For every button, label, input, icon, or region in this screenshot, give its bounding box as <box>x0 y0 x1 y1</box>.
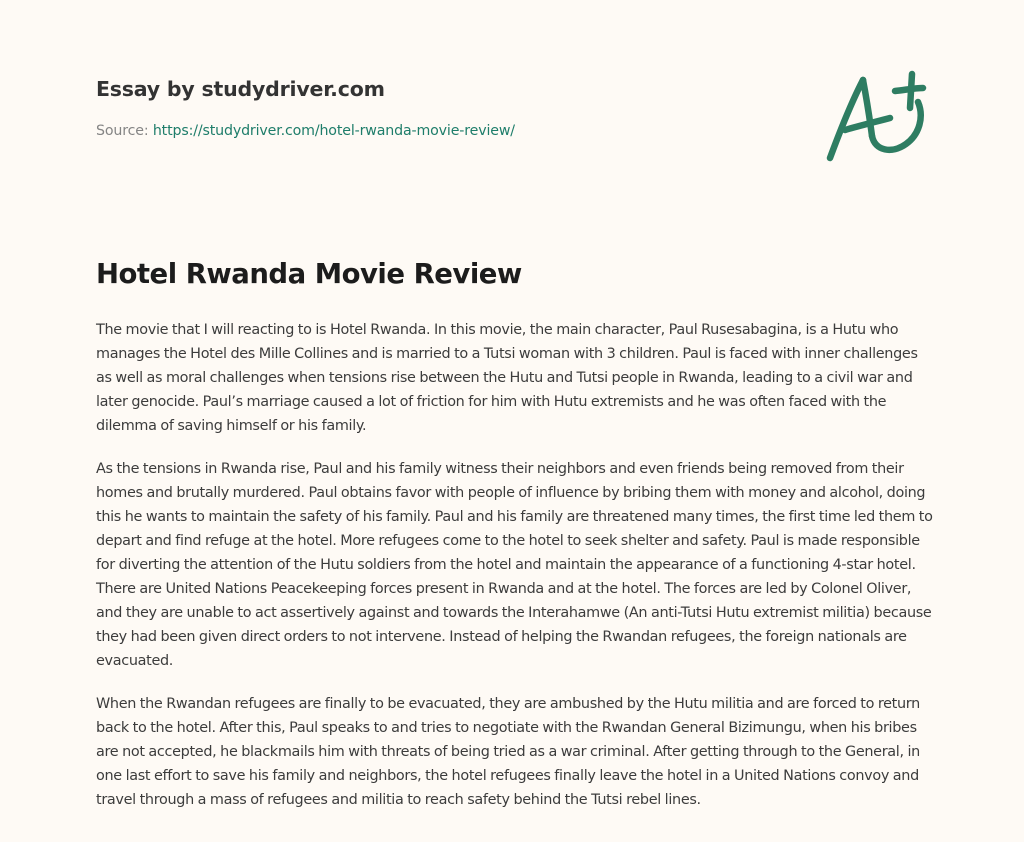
article <box>96 254 936 831</box>
a-plus-logo-svg <box>820 66 930 166</box>
source-link[interactable]: https://studydriver.com/hotel-rwanda-movie-review/ <box>152 123 515 139</box>
article-paragraph: When the Rwandan refugees are finally to be evacuated, they are ambushed by the Hutu militia and are forced to return back to the hotel. After this, Paul speaks to and tries to negotiate with the Rwandan General Bizimungu, when his bribes are not accepted, he blackmails him with threats of being tried as a war criminal. After getting through to the General, in one last effort to save his family and neighbors, the hotel refugees finally leave the hotel in a United Nations convoy and travel through a mass of refugees and militia to reach safety behind the Tutsi rebel lines. <box>96 696 920 808</box>
article-paragraph: The movie that I will reacting to is Hotel Rwanda. In this movie, the main character, Paul Rusesabagina, is a Hutu who manages the Hotel des Mille Collines and is married to a Tutsi woman with 3 children. Paul is faced with inner challenges as well as moral challenges when tensions rise between the Hutu and Tutsi people in Rwanda, leading to a civil war and later genocide. Paul’s marriage caused a lot of friction for him with Hutu extremists and he was often faced with the dilemma of saving himself or his family. <box>96 322 918 434</box>
article-paragraph: As the tensions in Rwanda rise, Paul and his family witness their neighbors and even friends being removed from their homes and brutally murdered. Paul obtains favor with people of influence by bribing them with money and alcohol, doing this he wants to maintain the safety of his family. Paul and his family are threatened many times, the first time led them to depart and find refuge at the hotel. More refugees come to the hotel to seek shelter and safety. Paul is made responsible for diverting the attention of the Hutu soldiers from the hotel and maintain the appearance of a functioning 4-star hotel. There are United Nations Peacekeeping forces present in Rwanda and at the hotel. The forces are led by Colonel Oliver, and they are unable to act assertively against and towards the Interahamwe (An anti-Tutsi Hutu extremist militia) because they had been given direct orders to not intervene. Instead of helping the Rwandan refugees, the foreign nationals are evacuated. <box>96 461 933 669</box>
article-title: Hotel Rwanda Movie Review <box>96 258 522 290</box>
page-header <box>96 74 796 141</box>
source-line <box>96 121 796 141</box>
a-plus-grade-icon <box>820 66 930 166</box>
source-label: Source: <box>96 123 153 139</box>
site-title: Essay by studydriver.com <box>96 77 385 101</box>
